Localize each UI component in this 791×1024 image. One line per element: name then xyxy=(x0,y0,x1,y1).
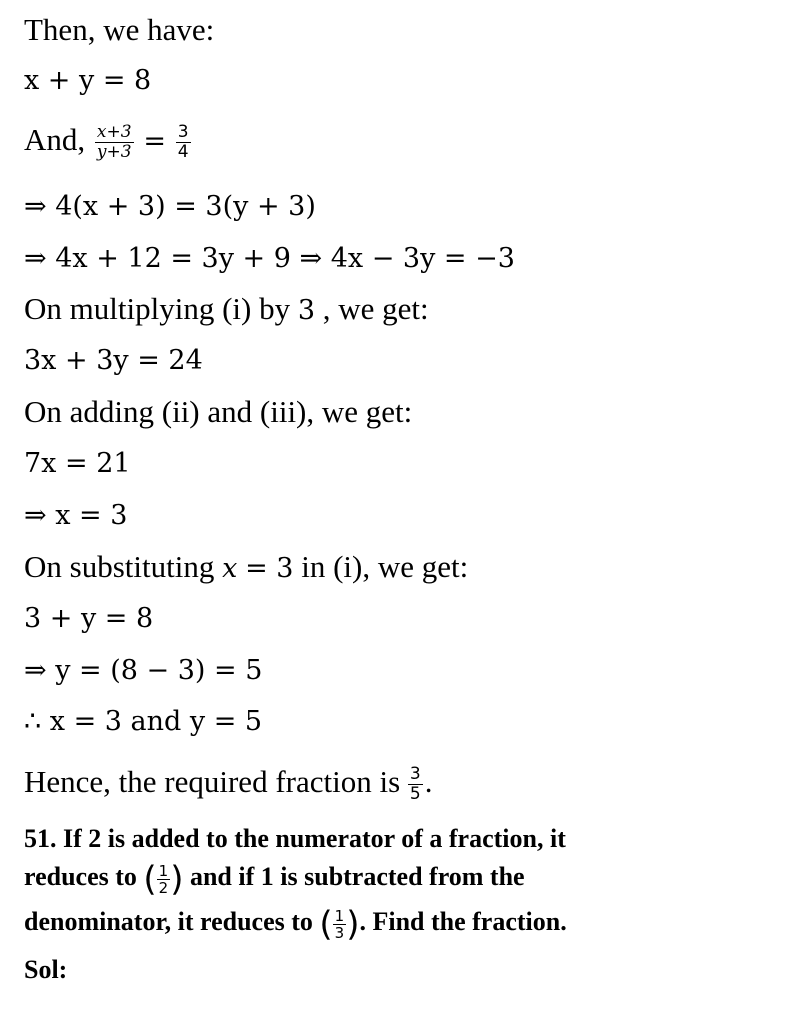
fraction-three-quarters xyxy=(176,123,191,162)
fraction-numerator: 1 xyxy=(158,861,169,880)
open-paren: ( xyxy=(143,859,157,900)
value-equals-three: = 3 xyxy=(245,553,294,584)
question-51-line-2 xyxy=(24,859,525,900)
close-paren: ) xyxy=(346,904,360,945)
equation-x-plus-y: x + y = 8 xyxy=(24,65,152,96)
text-reduces-to: reduces to xyxy=(24,862,137,891)
equation-expanded: ⇒ 4x + 12 = 3y + 9 ⇒ 4x − 3y = −3 xyxy=(24,243,515,274)
text-find-the-fraction: . Find the fraction. xyxy=(359,907,567,936)
text-in-i-we-get: in (i), we get: xyxy=(301,549,469,584)
fraction-numerator: 3 xyxy=(177,122,189,143)
fraction-one-third xyxy=(319,904,360,945)
text-on-adding: On adding (ii) and (iii), we get: xyxy=(24,394,413,429)
text-on-substituting xyxy=(24,549,468,587)
equals-sign: = xyxy=(143,126,166,157)
equation-seven-x: 7x = 21 xyxy=(24,448,131,479)
fraction-denominator: 2 xyxy=(158,878,169,897)
text-on-substituting-prefix: On substituting xyxy=(24,549,215,584)
text-required-fraction xyxy=(24,764,432,804)
text-we-get: , we get: xyxy=(322,291,429,326)
close-paren: ) xyxy=(170,859,184,900)
question-51-line-3 xyxy=(24,904,567,945)
equation-y-equals-five: ⇒ y = (8 − 3) = 5 xyxy=(24,655,263,686)
question-51-line-1: 51. If 2 is added to the numerator of a fraction, it xyxy=(24,824,566,853)
text-hence: Hence, the required fraction is xyxy=(24,764,401,799)
text-then-we-have: Then, we have: xyxy=(24,12,215,47)
fraction-denominator: 4 xyxy=(177,142,189,163)
equation-cross-multiply: ⇒ 4(x + 3) = 3(y + 3) xyxy=(24,191,316,222)
text-on-multiplying xyxy=(24,291,429,329)
open-paren: ( xyxy=(319,904,333,945)
fraction-x-over-y xyxy=(95,123,134,162)
equation-three-plus-y: 3 + y = 8 xyxy=(24,603,154,634)
period: . xyxy=(424,764,433,799)
fraction-numerator: 3 xyxy=(409,764,421,785)
fraction-denominator: 5 xyxy=(409,784,421,805)
text-and-if-subtracted: and if 1 is subtracted from the xyxy=(189,862,525,891)
fraction-denominator: 3 xyxy=(334,923,345,942)
fraction-denominator: y+3 xyxy=(96,142,132,163)
equation-therefore: ∴ x = 3 and y = 5 xyxy=(24,706,263,737)
fraction-numerator: x+3 xyxy=(95,123,134,143)
sol-label: Sol: xyxy=(24,955,68,984)
variable-x: x xyxy=(222,553,238,584)
equation-fraction-ratio xyxy=(24,122,193,162)
equation-x-equals-three: ⇒ x = 3 xyxy=(24,500,128,531)
text-and: And, xyxy=(24,122,86,157)
equation-three-x-three-y: 3x + 3y = 24 xyxy=(24,345,203,376)
multiplier-value: 3 xyxy=(297,295,316,326)
fraction-three-fifths xyxy=(408,765,423,804)
text-on-multiplying-prefix: On multiplying (i) by xyxy=(24,291,291,326)
text-denominator-reduces: denominator, it reduces to xyxy=(24,907,313,936)
fraction-one-third-inner xyxy=(333,908,347,941)
fraction-numerator: 1 xyxy=(334,906,345,925)
fraction-one-half xyxy=(143,859,184,900)
fraction-one-half-inner xyxy=(157,863,171,896)
